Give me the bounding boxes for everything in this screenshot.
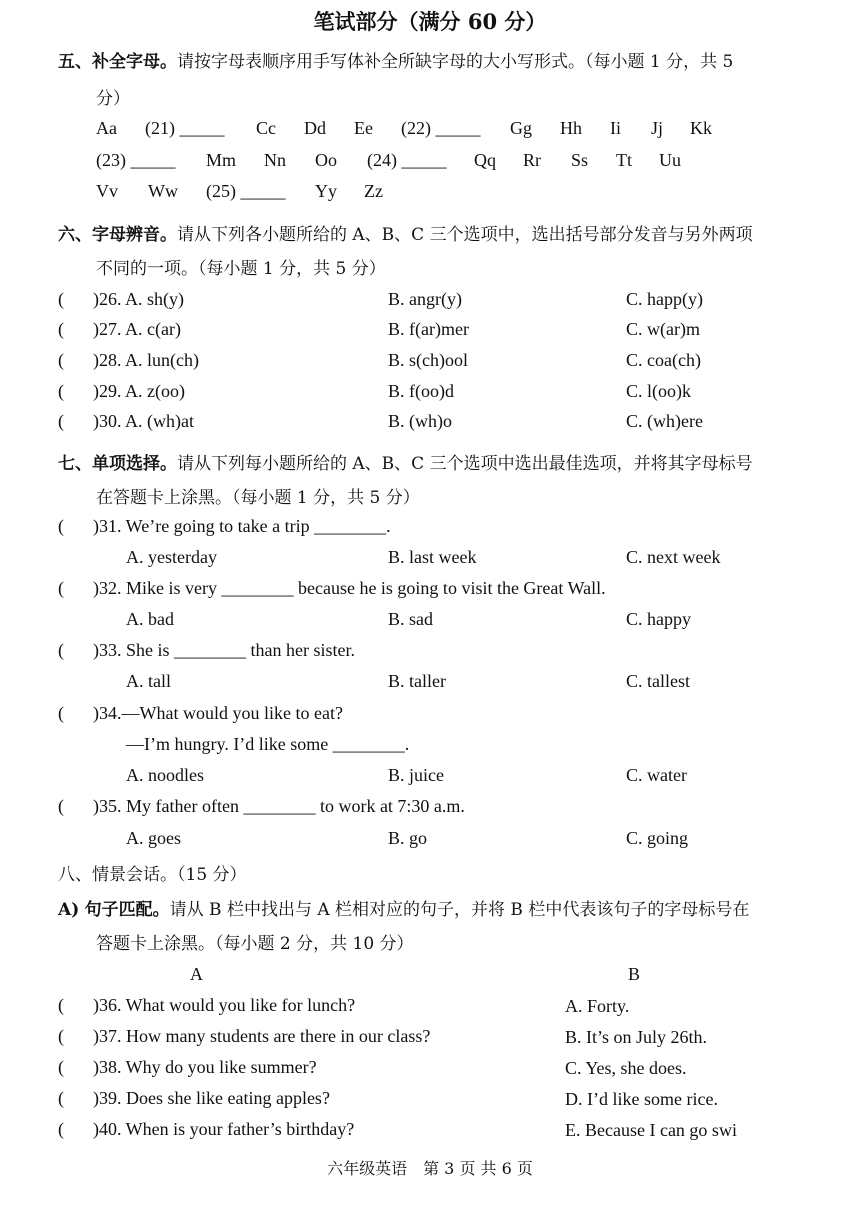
match-answer: A. Forty. bbox=[565, 996, 630, 1016]
alphabet-blank-23[interactable]: (23) _____ bbox=[96, 150, 176, 170]
option-b: B. taller bbox=[388, 671, 446, 691]
option-c: C. happy bbox=[626, 609, 691, 629]
alphabet-pair: Kk bbox=[690, 118, 712, 138]
alphabet-pair: Ww bbox=[148, 181, 178, 201]
answer-paren[interactable]: ( bbox=[58, 796, 64, 816]
alphabet-blank-25[interactable]: (25) _____ bbox=[206, 181, 286, 201]
answer-paren[interactable]: ( bbox=[58, 289, 64, 309]
answer-paren[interactable]: ( bbox=[58, 578, 64, 598]
column-a-header: A bbox=[190, 964, 203, 984]
answer-paren[interactable]: ( bbox=[58, 640, 64, 660]
alphabet-pair: Jj bbox=[651, 118, 664, 138]
answer-paren[interactable]: ( bbox=[58, 381, 64, 401]
page-title: 笔试部分（满分 60 分） bbox=[313, 9, 547, 34]
alphabet-blank-21[interactable]: (21) _____ bbox=[145, 118, 225, 138]
alphabet-pair: Tt bbox=[616, 150, 632, 170]
alphabet-pair: Ee bbox=[354, 118, 373, 138]
answer-paren[interactable]: ( bbox=[58, 1026, 64, 1046]
question-40: )40. When is your father’s birthday? bbox=[93, 1119, 355, 1139]
alphabet-pair: Hh bbox=[560, 118, 582, 138]
option-a: A. goes bbox=[126, 828, 181, 848]
answer-paren[interactable]: ( bbox=[58, 350, 64, 370]
question-34: )34.—What would you like to eat? bbox=[93, 703, 343, 723]
section7-instruction-line2: 在答题卡上涂黑。（每小题 1 分，共 5 分） bbox=[96, 488, 420, 508]
question-37: )37. How many students are there in our class? bbox=[93, 1026, 431, 1046]
answer-paren[interactable]: ( bbox=[58, 1119, 64, 1139]
alphabet-pair: Dd bbox=[304, 118, 326, 138]
question-29: )29. A. z(oo) bbox=[93, 381, 185, 401]
option-a: A. tall bbox=[126, 671, 171, 691]
alphabet-pair: Gg bbox=[510, 118, 532, 138]
question-39: )39. Does she like eating apples? bbox=[93, 1088, 330, 1108]
option-b: B. f(oo)d bbox=[388, 381, 454, 401]
parta-label: A) bbox=[58, 900, 80, 920]
option-c: C. next week bbox=[626, 547, 721, 567]
alphabet-pair: Vv bbox=[96, 181, 118, 201]
section7-instruction bbox=[58, 449, 753, 474]
option-b: B. (wh)o bbox=[388, 411, 452, 431]
section6-heading: 六、字母辨音。 bbox=[58, 225, 177, 245]
question-30: )30. A. (wh)at bbox=[93, 411, 194, 431]
answer-paren[interactable]: ( bbox=[58, 1088, 64, 1108]
match-answer: C. Yes, she does. bbox=[565, 1058, 687, 1078]
answer-paren[interactable]: ( bbox=[58, 411, 64, 431]
option-b: B. go bbox=[388, 828, 428, 848]
section7-instruction-line1: 请从下列每小题所给的 A、B、C 三个选项中选出最佳选项，并将其字母标号 bbox=[177, 454, 753, 474]
question-38: )38. Why do you like summer? bbox=[93, 1057, 317, 1077]
question-31: )31. We’re going to take a trip ________. bbox=[93, 516, 391, 536]
option-a: A. yesterday bbox=[126, 547, 217, 567]
option-c: C. going bbox=[626, 828, 689, 848]
parta-instruction-line2: 答题卡上涂黑。（每小题 2 分，共 10 分） bbox=[96, 934, 414, 954]
question-32: )32. Mike is very ________ because he is going to visit the Great Wall. bbox=[93, 578, 606, 598]
option-a: A. bad bbox=[126, 609, 174, 629]
option-b: B. sad bbox=[388, 609, 433, 629]
option-b: B. angr(y) bbox=[388, 289, 462, 309]
parta-instruction-line1: 请从 B 栏中找出与 A 栏相对应的句子，并将 B 栏中代表该句子的字母标号在 bbox=[169, 900, 750, 920]
alphabet-blank-22[interactable]: (22) _____ bbox=[401, 118, 481, 138]
alphabet-pair: Cc bbox=[256, 118, 276, 138]
section5-instruction bbox=[58, 47, 733, 72]
question-35: )35. My father often ________ to work at 7:30 a.m. bbox=[93, 796, 465, 816]
question-28: )28. A. lun(ch) bbox=[93, 350, 199, 370]
section5-instruction-line1: 请按字母表顺序用手写体补全所缺字母的大小写形式。（每小题 1 分，共 5 bbox=[177, 52, 734, 72]
alphabet-pair: Ss bbox=[571, 150, 589, 170]
question-27: )27. A. c(ar) bbox=[93, 319, 181, 339]
alphabet-pair: Rr bbox=[523, 150, 541, 170]
parta-heading: 句子匹配。 bbox=[84, 900, 170, 920]
question-33: )33. She is ________ than her sister. bbox=[93, 640, 355, 660]
answer-paren[interactable]: ( bbox=[58, 516, 64, 536]
section6-instruction bbox=[58, 220, 753, 245]
alphabet-pair: Zz bbox=[364, 181, 383, 201]
match-answer: D. I’d like some rice. bbox=[565, 1089, 718, 1109]
option-c: C. (wh)ere bbox=[626, 411, 703, 431]
option-c: C. water bbox=[626, 765, 687, 785]
alphabet-pair: Qq bbox=[474, 150, 496, 170]
answer-paren[interactable]: ( bbox=[58, 319, 64, 339]
option-b: B. juice bbox=[388, 765, 444, 785]
option-b: B. s(ch)ool bbox=[388, 350, 468, 370]
alphabet-pair: Mm bbox=[206, 150, 237, 170]
option-c: C. coa(ch) bbox=[626, 350, 701, 370]
option-c: C. happ(y) bbox=[626, 289, 703, 309]
question-34-line2: —I’m hungry. I’d like some ________. bbox=[126, 734, 410, 754]
section5-heading: 五、补全字母。 bbox=[58, 52, 177, 72]
option-b: B. f(ar)mer bbox=[388, 319, 469, 339]
alphabet-blank-24[interactable]: (24) _____ bbox=[367, 150, 447, 170]
answer-paren[interactable]: ( bbox=[58, 995, 64, 1015]
section5-instruction-line2: 分） bbox=[96, 89, 130, 109]
answer-paren[interactable]: ( bbox=[58, 703, 64, 723]
alphabet-pair: Nn bbox=[264, 150, 286, 170]
section8-parta-instruction bbox=[58, 895, 749, 920]
answer-paren[interactable]: ( bbox=[58, 1057, 64, 1077]
option-c: C. w(ar)m bbox=[626, 319, 700, 339]
match-answer: E. Because I can go swi bbox=[565, 1120, 737, 1140]
page-footer: 六年级英语 第 3 页 共 6 页 bbox=[327, 1159, 533, 1178]
section8-heading: 八、情景会话。（15 分） bbox=[58, 865, 247, 885]
alphabet-pair: Yy bbox=[315, 181, 337, 201]
question-26: )26. A. sh(y) bbox=[93, 289, 184, 309]
section6-instruction-line1: 请从下列各小题所给的 A、B、C 三个选项中，选出括号部分发音与另外两项 bbox=[177, 225, 753, 245]
option-b: B. last week bbox=[388, 547, 477, 567]
alphabet-pair: Aa bbox=[96, 118, 117, 138]
alphabet-pair: Oo bbox=[315, 150, 337, 170]
match-answer: B. It’s on July 26th. bbox=[565, 1027, 708, 1047]
question-36: )36. What would you like for lunch? bbox=[93, 995, 356, 1015]
option-c: C. l(oo)k bbox=[626, 381, 691, 401]
option-c: C. tallest bbox=[626, 671, 690, 691]
column-b-header: B bbox=[628, 964, 641, 984]
alphabet-pair: Ii bbox=[610, 118, 621, 138]
section6-instruction-line2: 不同的一项。（每小题 1 分，共 5 分） bbox=[96, 259, 386, 279]
section7-heading: 七、单项选择。 bbox=[58, 454, 177, 474]
alphabet-pair: Uu bbox=[659, 150, 681, 170]
option-a: A. noodles bbox=[126, 765, 204, 785]
